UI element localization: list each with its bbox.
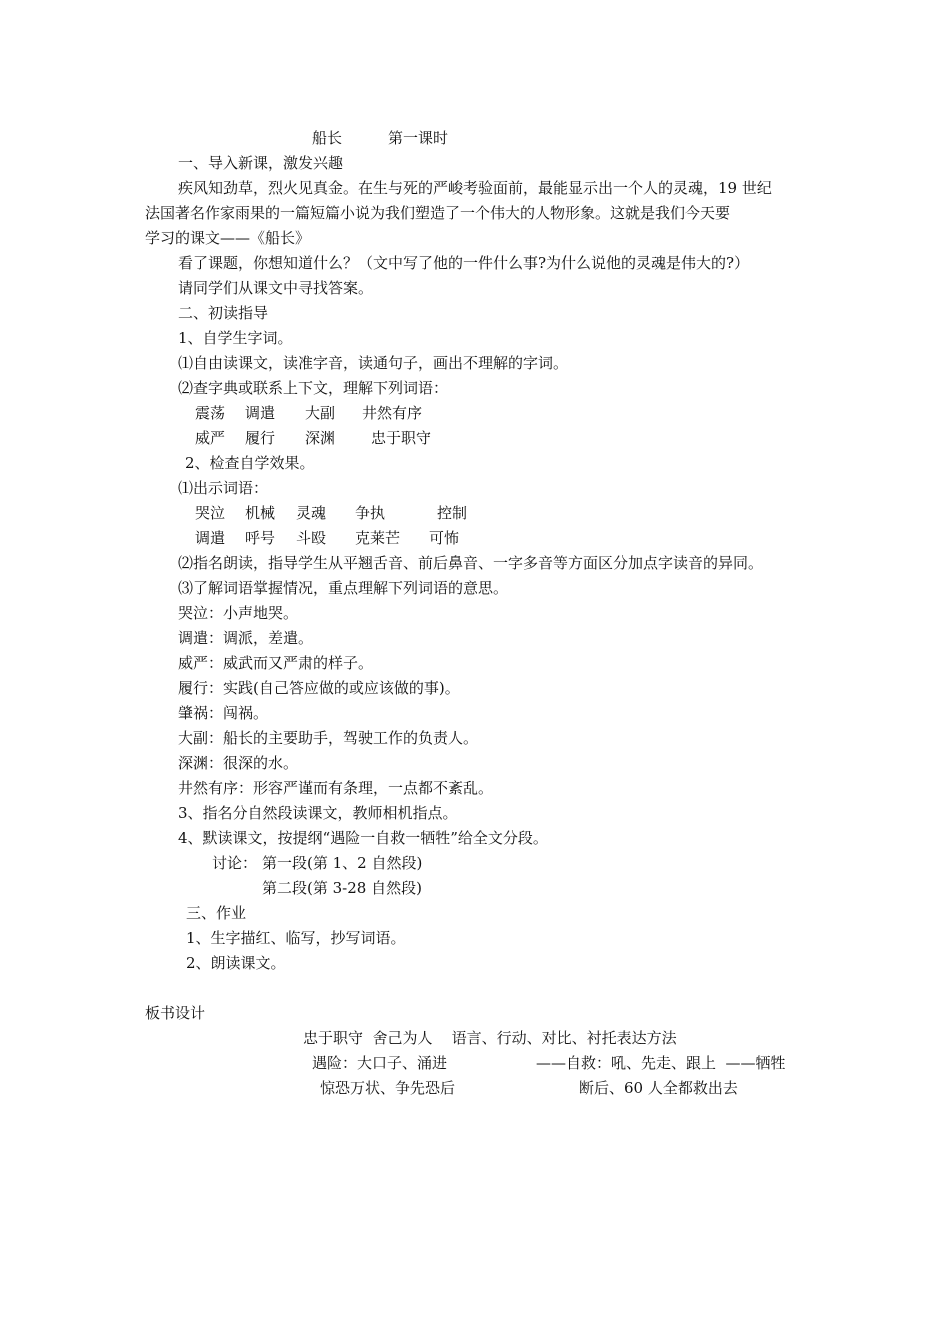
lesson-period: 第一课时 <box>388 129 449 147</box>
intro-paragraph-line3: 学习的课文——《船长》 <box>145 229 311 247</box>
definition-item: 大副：船长的主要助手，驾驶工作的负责人。 <box>178 729 479 747</box>
word: 可怖 <box>429 529 460 547</box>
word: 争执 <box>355 504 386 522</box>
definition-item: 肇祸：闯祸。 <box>178 704 269 722</box>
item-2-1: ⑴出示词语： <box>178 479 269 497</box>
part-1: 第一段(第 1、2 自然段) <box>262 854 423 872</box>
board-line-3-right: 断后、60 人全都救出去 <box>579 1079 738 1097</box>
word: 控制 <box>437 504 468 522</box>
intro-paragraph-line2: 法国著名作家雨果的一篇短篇小说为我们塑造了一个伟大的人物形象。这就是我们今天要 <box>145 204 731 222</box>
word: 克莱芒 <box>355 529 401 547</box>
board-line-1: 忠于职守 舍己为人 语言、行动、对比、衬托表达方法 <box>303 1029 677 1047</box>
item-2-2: ⑵指名朗读，指导学生从平翘舌音、前后鼻音、一字多音等方面区分加点字读音的异同。 <box>178 554 764 572</box>
word: 灵魂 <box>296 504 327 522</box>
board-heading: 板书设计 <box>145 1004 206 1022</box>
section2-heading: 二、初读指导 <box>178 304 269 322</box>
definition-item: 履行：实践(自己答应做的或应该做的事)。 <box>178 679 460 697</box>
word: 威严 <box>195 429 226 447</box>
item-1: 1、自学生字词。 <box>178 329 293 347</box>
word: 履行 <box>245 429 276 447</box>
word: 震荡 <box>195 404 226 422</box>
board-line-3-left: 惊恐万状、争先恐后 <box>320 1079 456 1097</box>
item-1-2: ⑵查字典或联系上下文，理解下列词语： <box>178 379 449 397</box>
word: 呼号 <box>245 529 276 547</box>
word: 机械 <box>245 504 276 522</box>
word: 大副 <box>305 404 336 422</box>
item-2-3: ⑶了解词语掌握情况，重点理解下列词语的意思。 <box>178 579 509 597</box>
word: 深渊 <box>305 429 336 447</box>
definition-item: 调遣：调派，差遣。 <box>178 629 314 647</box>
lesson-title: 船长 <box>312 129 343 147</box>
section1-heading: 一、导入新课，激发兴趣 <box>178 154 344 172</box>
question-line: 看了课题，你想知道什么？（文中写了他的一件什么事?为什么说他的灵魂是伟大的?） <box>178 254 750 272</box>
item-4: 4、默读课文，按提纲“遇险一自救一牺牲”给全文分段。 <box>178 829 548 847</box>
board-line-2-left: 遇险：大口子、涌进 <box>312 1054 448 1072</box>
item-3: 3、指名分自然段读课文，教师相机指点。 <box>178 804 458 822</box>
definition-item: 哭泣：小声地哭。 <box>178 604 299 622</box>
part-2: 第二段(第 3-28 自然段) <box>262 879 422 897</box>
discussion-label: 讨论： <box>212 854 258 872</box>
definition-item: 井然有序：形容严谨而有条理，一点都不紊乱。 <box>178 779 494 797</box>
homework-1: 1、生字描红、临写，抄写词语。 <box>186 929 406 947</box>
word: 哭泣 <box>195 504 226 522</box>
section3-heading: 三、作业 <box>186 904 247 922</box>
word: 忠于职守 <box>371 429 432 447</box>
word: 斗殴 <box>296 529 327 547</box>
word: 调遣 <box>195 529 226 547</box>
homework-2: 2、朗读课文。 <box>186 954 286 972</box>
word: 调遣 <box>245 404 276 422</box>
item-2: 2、检查自学效果。 <box>185 454 315 472</box>
definition-item: 威严：威武而又严肃的样子。 <box>178 654 374 672</box>
intro-paragraph-line1: 疾风知劲草，烈火见真金。在生与死的严峻考验面前，最能显示出一个人的灵魂，19 世纪 <box>178 179 772 197</box>
instruction-line: 请同学们从课文中寻找答案。 <box>178 279 374 297</box>
item-1-1: ⑴自由读课文，读准字音，读通句子，画出不理解的字词。 <box>178 354 569 372</box>
word: 井然有序 <box>362 404 423 422</box>
definition-item: 深渊：很深的水。 <box>178 754 299 772</box>
board-line-2-right: ——自救：吼、先走、跟上 ——牺牲 <box>536 1054 786 1072</box>
